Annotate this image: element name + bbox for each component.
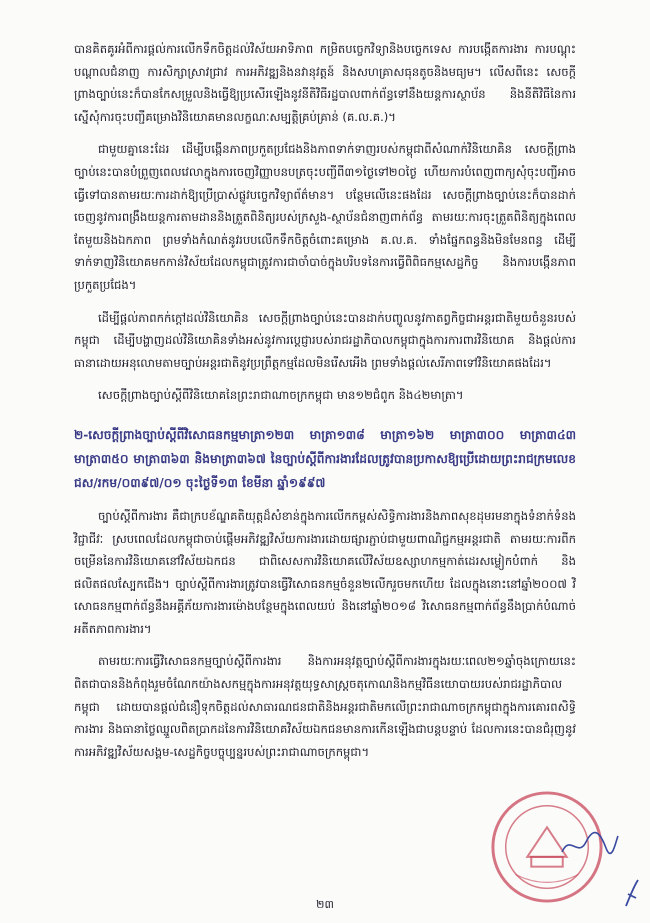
body-paragraph-5: ច្បាប់ស្តីពីការងារ គឺជាក្របខ័ណ្ឌគតិយុត្តដ៏សំខាន់ក្នុងការលើកកម្ពស់សិទ្ធិការងារនិងភាពសុខដុមរមនាក្នុងទំនាក់ទំនងវិជ្ជាជីវៈ ស្របពេលដែលកម្ពុជាចាប់ផ្ដើមអភិវឌ្ឍវិស័យការងារដោយផ្សារភ្ជាប់ជាមួយពាណិជ្ជកម្មអន្តរជាតិ តាមរយៈការពីកចម្រើននៃការវិនិយោគនៅវិស័យឯកជន ជាពិសេសការវិនិយោគលើវិស័យឧស្សាហកម្មកាត់ដេរសម្លៀកបំពាក់ និងផលិតផលស្បែកជើង។ ច្បាប់ស្តីពីការងារត្រូវបានធ្វើវិសោធនកម្មចំនួន២លើករួចមកហើយ ដែលក្នុងនោះនៅឆ្នាំ២០០៧ វិសោធនកម្មពាក់ព័ន្ធនឹងអគ្គីភ័យការងារម៉ោងបន្ថែមក្នុងពេលយប់ និងនៅឆ្នាំ២០១៨ វិសោធនកម្មពាក់ព័ន្ធនឹងប្រាក់បំណាច់អតីតភាពការងារ។ (74, 508, 576, 636)
body-paragraph-6: តាមរយៈការធ្វើវិសោធនកម្មច្បាប់ស្តីពីការងារ និងការអនុវត្តច្បាប់ស្តីពីការងារក្នុងរយៈពេល២១ឆ្នាំចុងក្រោយនេះ ពិតជាបាននិងកំពុងរួមចំណែកយ៉ាងសកម្មក្នុងការអនុវត្តយុទ្ធសាស្ត្រចតុកោណនិងកម្មវិធីនយោបាយរបស់រាជរដ្ឋាភិបាលកម្ពុជា ដោយបានផ្ដល់ជំនឿទុកចិត្តដល់សាធារណជនជាតិនិងអន្តរជាតិមកលើព្រះរាជាណាចក្រកម្ពុជាក្នុងការគោរពសិទ្ធិការងារ និងធានាថ្លៃឈ្នួលពិតប្រាកដនៃការវិនិយោគវិស័យឯកជនមានការកើនឡើងជាបន្តបន្ទាប់ ដែលការនេះបានជំរុញនូវការអភិវឌ្ឍវិស័យសង្គម-សេដ្ឋកិច្ចបច្ចុប្បន្នរបស់ព្រះរាជាណាចក្រកម្ពុជា។ (74, 654, 576, 759)
body-paragraph-4: សេចក្តីព្រាងច្បាប់ស្តីពីវិនិយោគនៃព្រះរាជាណាចក្រកម្ពុជា មាន១២ជំពូក និង៤២មាត្រា។ (98, 388, 464, 403)
body-paragraph-3: ដើម្បីផ្ដល់ភាពកក់ក្ដៅដល់វិនិយោគិន សេចក្តីព្រាងច្បាប់នេះបានដាក់បញ្ចូលនូវកាតព្វកិច្ចជាអន្តរជាតិមួយចំនួនរបស់កម្ពុជា ដើម្បីបង្ហាញដល់វិនិយោគិនទាំងអស់នូវការប្ដេជ្ញារបស់រាជរដ្ឋាភិបាលកម្ពុជាក្នុងការការពារវិនិយោគ និងផ្ដល់ការធានាដោយអនុលោមតាមច្បាប់អន្តរជាតិនូវប្រព្រឹត្តកម្មដែលមិនរើសអើង ព្រមទាំងផ្ដល់សេរីភាពទៅវិនិយោគផងដែរ។ (74, 310, 576, 370)
body-paragraph-2: ជាមួយគ្នានេះដែរ ដើម្បីបង្កើនភាពប្រកួតប្រជែងនិងភាពទាក់ទាញរបស់កម្ពុជាពីសំណាក់វិនិយោគិន សេចក្តីព្រាងច្បាប់នេះបានបំព្រួញពេលវេលាក្នុងការចេញវិញ្ញាបនបត្រចុះបញ្ជីពី៣១ថ្ងៃទៅ២០ថ្ងៃ ហើយការបំពេញពាក្យសុំចុះបញ្ជីអាចធ្វើទៅបានតាមរយៈការដាក់ឱ្យប្រើប្រាស់ផ្លូវបច្ចេកវិទ្យាព័ត៌មាន។ បន្ថែមលើនេះផងដែរ សេចក្តីព្រាងច្បាប់នេះក៏បានដាក់ចេញនូវការពង្រឹងយន្តការតាមដាននិងត្រួតពិនិត្យរបស់ក្រសួង-ស្ថាប័នជំនាញពាក់ព័ន្ធ តាមរយៈការចុះត្រួតពិនិត្យក្នុងពេលតែមួយនិងឯកភាព ព្រមទាំងកំណត់នូវរបបលើកទឹកចិត្តចំពោះគម្រោង គ.ល.គ. ទាំងផ្នែកពន្ធនិងមិនមែនពន្ធ ដើម្បីទាក់ទាញវិនិយោគមកកាន់វិស័យដែលកម្ពុជាត្រូវការជាចាំបាច់ក្នុងបរិបទនៃការធ្វើពិពិធកម្មសេដ្ឋកិច្ច និងការបង្កើនភាពប្រកួតប្រជែង។ (74, 142, 576, 292)
body-paragraph-1: បានគិតគូរអំពីការផ្ដល់ការលើកទឹកចិត្តដល់វិស័យអាទិភាព កម្រិតបច្ចេកវិទ្យានិងបច្ចេកទេស ការបង្កើតការងារ ការបណ្ដុះបណ្ដាលជំនាញ ការសិក្សាស្រាវជ្រាវ ការអភិវឌ្ឍនិងនវានុវត្តន៍ និងសហគ្រាសធុនតូចនិងមធ្យម។ លើសពីនេះ សេចក្តីព្រាងច្បាប់នេះក៏បានកែសម្រួលនិងធ្វើឱ្យប្រសើរឡើងនូវនីតិវិធីរដ្ឋបាលពាក់ព័ន្ធទៅនឹងយន្តការស្ថាប័ន និងនីតិវិធីនៃការស្នើសុំការចុះបញ្ជីគម្រោងវិនិយោគមានលក្ខណៈសម្បត្តិគ្រប់គ្រាន់ (គ.ល.គ.)។ (74, 42, 576, 124)
section-heading: ២-សេចក្តីព្រាងច្បាប់ស្តីពីវិសោធនកម្មមាត្រា១២៣ មាត្រា១៣៨ មាត្រា១៦២ មាត្រា៣០០ មាត្រា៣៤៣ មាត្រា៣៥០ មាត្រា៣៦៣ និងមាត្រា៣៦៧ នៃច្បាប់ស្តីពីការងារដែលត្រូវបានប្រកាសឱ្យប្រើដោយព្រះរាជក្រមលេខ ជស/រកម/០៣៩៧/០១ ចុះថ្ងៃទី១៣ ខែមីនា ឆ្នាំ១៩៩៧ (74, 427, 576, 490)
page-number: ២៣ (316, 898, 334, 911)
signature-icon (560, 830, 620, 860)
